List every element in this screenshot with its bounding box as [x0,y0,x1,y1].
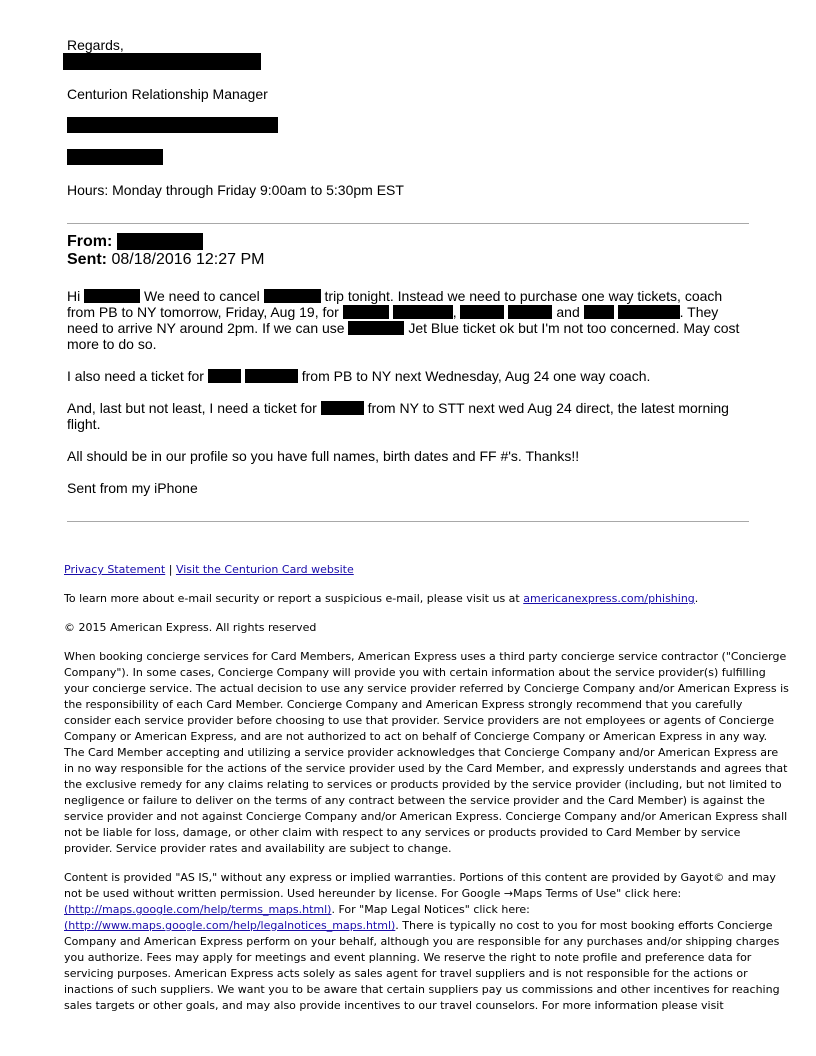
concierge-disclaimer [64,649,789,857]
text: I also need a ticket for [67,368,204,384]
redacted-name [63,53,261,70]
content-line [64,902,754,918]
content-line: not be used without written permission. Used hereunder by license. For Google →Maps Terms of Use" click here: [64,887,682,900]
signature-hours: Hours: Monday through Friday 9:00am to 5:30pm EST [67,182,404,198]
sent-label: Sent: [67,251,107,268]
message-p2 [67,368,650,384]
text: from NY to STT next wed Aug 24 direct, the latest morning [367,400,729,416]
copyright: © 2015 American Express. All rights reserved [64,621,317,634]
text: from PB to NY next Wednesday, Aug 24 one way coach. [301,368,651,384]
redaction [508,305,552,319]
divider-bottom [67,521,749,522]
maps-legal-link[interactable]: (http://www.maps.google.com/help/legalnotices_maps.html) [64,919,396,932]
content-disclaimer [64,870,780,1030]
privacy-statement-link[interactable]: Privacy Statement [64,563,166,576]
redaction [393,305,453,319]
disclaimer-line: consider each service provider before choosing to use that provider. Service providers are not employees or agents of Concierge [64,714,775,727]
content-line [64,1014,754,1030]
redacted-sender [117,233,203,250]
content-line [64,918,773,934]
disclaimer-line: provider. Service provider rates and availability are subject to change. [64,842,452,855]
text: . They [679,304,719,320]
message-p1-line2 [67,304,718,320]
content-line: you authorize. Fees may apply for meetings and event planning. We reserve the right to note profile and preference data for [64,951,752,964]
message-p1-line1 [67,288,722,304]
content-text: . There is typically no cost to you for most booking efforts Concierge [395,919,773,932]
content-line: inactions of such suppliers. We want you to be aware that certain suppliers pay us commissions and other incentives for reaching [64,983,780,996]
centurion-website-link[interactable]: Visit the Centurion Card website [175,563,354,576]
regards-text: Regards, [67,37,124,53]
redaction [264,289,321,303]
text: need to arrive NY around 2pm. If we can use [67,320,345,336]
security-end: . [694,592,699,605]
redacted-contact-1 [67,117,278,133]
message-signoff: Sent from my iPhone [67,480,198,496]
from-label: From: [67,233,113,250]
redaction [348,321,404,335]
sent-line [67,251,264,269]
footer-links [64,562,754,578]
content-line: Content is provided "AS IS," without any express or implied warranties. Portions of this content are provided by Gayot© and may [64,871,776,884]
maps-terms-link[interactable]: (http://maps.google.com/help/terms_maps.html) [64,903,332,916]
disclaimer-line: negligence or failure to deliver on the terms of any contract between the service provider and the Card Member) is against the [64,794,765,807]
redaction [321,401,364,415]
content-line: sales targets or other goals, and may also provide incentives to our travel counselors. For more information please visit [64,999,724,1012]
text: trip tonight. Instead we need to purchase one way tickets, coach [324,288,723,304]
divider-top [67,223,749,224]
text: Hi [67,288,81,304]
redaction [208,369,241,383]
text: And, last but not least, I need a ticket for [67,400,317,416]
content-line: Company and American Express perform on your behalf, although you are responsible for any purchases and/or shipping charges [64,935,780,948]
text: from PB to NY tomorrow, Friday, Aug 19, for [67,304,339,320]
disclaimer-line: your concierge service. The actual decision to use any service provider referred by Concierge Company and/or American Express is [64,682,789,695]
text: , [452,304,457,320]
disclaimer-line: Company"). In some cases, Concierge Company will provide you with certain information about the service provider(s) fulfilling [64,666,766,679]
signature-title: Centurion Relationship Manager [67,86,268,102]
security-text: To learn more about e-mail security or report a suspicious e-mail, please visit us at [64,592,520,605]
message-p4: All should be in our profile so you have full names, birth dates and FF #'s. Thanks!! [67,448,580,464]
disclaimer-line: service provider and not against Concierge Company and/or American Express. Concierge Company and/or American Express shall [64,810,788,823]
message-p1-line3 [67,320,739,336]
content-line: servicing purposes. American Express acts solely as sales agent for travel suppliers and is not responsible for the actions or [64,967,748,980]
disclaimer-line: the exclusive remedy for any claims relating to services or products provided by the service provider (including, but not limited to [64,778,782,791]
disclaimer-line: When booking concierge services for Card Members, American Express uses a third party concierge service contractor ("Concierge [64,650,787,663]
redaction [343,305,389,319]
disclaimer-line: The Card Member accepting and utilizing a service provider acknowledges that Concierge Company and/or American Express are [64,746,779,759]
text: and [556,304,580,320]
disclaimer-line: Company or American Express, and are not authorized to act on behalf of Concierge Company or American Express in any way. [64,730,768,743]
message-p1-line4: more to do so. [67,336,157,352]
disclaimer-line: not be liable for loss, damage, or other claim with respect to any services or products provided to Card Member by service [64,826,741,839]
redaction [84,289,140,303]
message-p3-line1 [67,400,729,416]
text: We need to cancel [144,288,260,304]
security-notice [64,591,754,607]
sent-value: 08/18/2016 12:27 PM [111,251,265,268]
redaction [460,305,504,319]
redaction [584,305,614,319]
content-text: . For "Map Legal Notices" click here: [331,903,530,916]
phishing-link[interactable]: americanexpress.com/phishing [523,592,695,605]
message-p3-line2: flight. [67,416,101,432]
redaction [618,305,680,319]
disclaimer-line: in no way responsible for the actions of the service provider used by the Card Member, and expressly understands and agrees that [64,762,788,775]
link-separator: | [168,563,173,576]
redaction [245,369,298,383]
text: Jet Blue ticket ok but I'm not too concerned. May cost [408,320,740,336]
redacted-contact-2 [67,149,163,165]
disclaimer-line: the responsibility of each Card Member. Concierge Company and American Express strongly recommend that you carefully [64,698,743,711]
